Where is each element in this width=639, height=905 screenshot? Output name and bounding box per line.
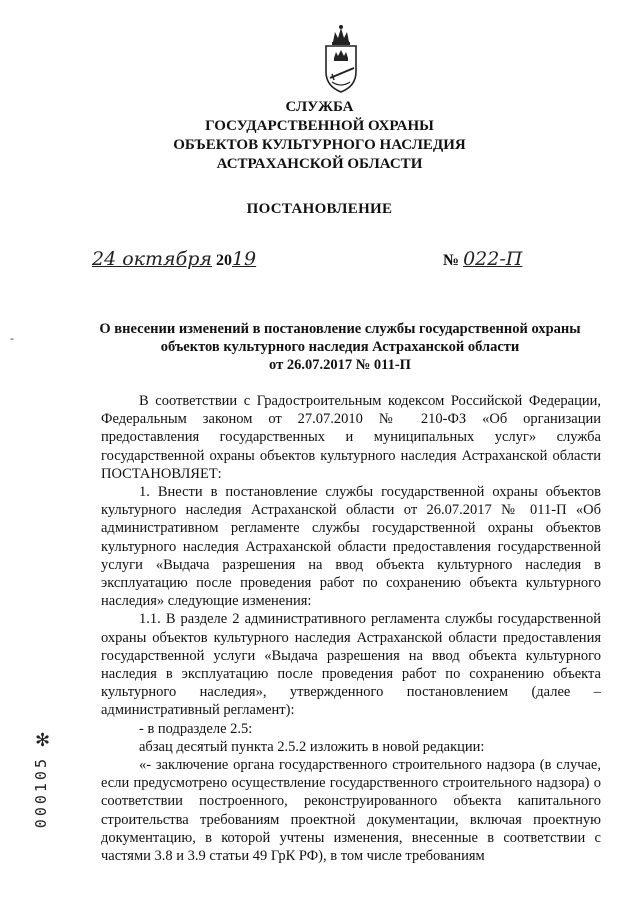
org-line-1: СЛУЖБА bbox=[285, 99, 354, 115]
paragraph-preamble: В соответствии с Градостроительным кодексом Российской Федерации, Федеральным законом от 27.07.2010 № 210-ФЗ «Об организации предоставления государственных и муниципальных услуг» служба государственной охраны объектов культурного наследия Астраханской области ПОСТАНОВЛЯЕТ: bbox=[101, 393, 601, 482]
subject-line-1: О внесении изменений в постановление службы государственной охраны bbox=[99, 321, 581, 337]
date-year-handwritten: 19 bbox=[231, 248, 257, 270]
document-body bbox=[101, 392, 601, 865]
date-handwritten: 24 октября bbox=[92, 248, 212, 270]
coat-of-arms-emblem bbox=[318, 22, 364, 94]
org-line-4: АСТРАХАНСКОЙ ОБЛАСТИ bbox=[216, 156, 423, 172]
number-sign: № bbox=[443, 252, 460, 269]
organization-name bbox=[0, 98, 639, 174]
stamp-number: 000105 bbox=[32, 756, 50, 829]
paragraph-clause: абзац десятый пункта 2.5.2 изложить в новой редакции: bbox=[139, 738, 485, 755]
number-handwritten: 022-П bbox=[463, 248, 523, 270]
subject-line-3: от 26.07.2017 № 011-П bbox=[269, 357, 411, 373]
margin-mark: - bbox=[10, 331, 14, 345]
document-subject bbox=[60, 320, 620, 374]
subject-line-2: объектов культурного наследия Астраханской области bbox=[160, 339, 520, 355]
document-number bbox=[443, 248, 553, 270]
document-type: ПОСТАНОВЛЕНИЕ bbox=[246, 201, 393, 217]
stamp-symbol: ✻ bbox=[35, 730, 51, 750]
paragraph-item-1-1: 1.1. В разделе 2 административного регламента службы государственной охраны объектов культурного наследия Астраханской области предоставления государственной услуги «Выдача разрешения на ввод объекта культурного наследия в эксплуатацию после проведения работ по сохранению объекта культурного наследия», утвержденного постановлением (далее – административный регламент): bbox=[101, 611, 601, 719]
paragraph-quote: «- заключение органа государственного строительного надзора (в случае, если предусмотрено осуществление государственного строительного надзора) о соответствии построенного, реконструированного объекта капитального строительства требованиям проектной документации, включая проектную документацию, в которой учтены изменения, внесенные в соответствии с частями 3.8 и 3.9 статьи 49 ГрК РФ), в том числе требованиям bbox=[101, 757, 601, 865]
org-line-2: ГОСУДАРСТВЕННОЙ ОХРАНЫ bbox=[205, 118, 434, 134]
date-year-prefix: 20 bbox=[215, 252, 232, 269]
paragraph-item-1: 1. Внести в постановление службы государственной охраны объектов культурного наследия Астраханской области от 26.07.2017 № 011-П «Об административном регламенте службы государственной охраны объектов культурного наследия Астраханской области предоставления государственной услуги «Выдача разрешения на ввод объекта культурного наследия в эксплуатацию после проведения работ по сохранению объекта культурного наследия» следующие изменения: bbox=[101, 484, 601, 610]
registration-stamp bbox=[22, 730, 62, 870]
document-date bbox=[92, 248, 256, 270]
paragraph-subsection: - в подразделе 2.5: bbox=[139, 720, 253, 737]
org-line-3: ОБЪЕКТОВ КУЛЬТУРНОГО НАСЛЕДИЯ bbox=[173, 137, 466, 153]
